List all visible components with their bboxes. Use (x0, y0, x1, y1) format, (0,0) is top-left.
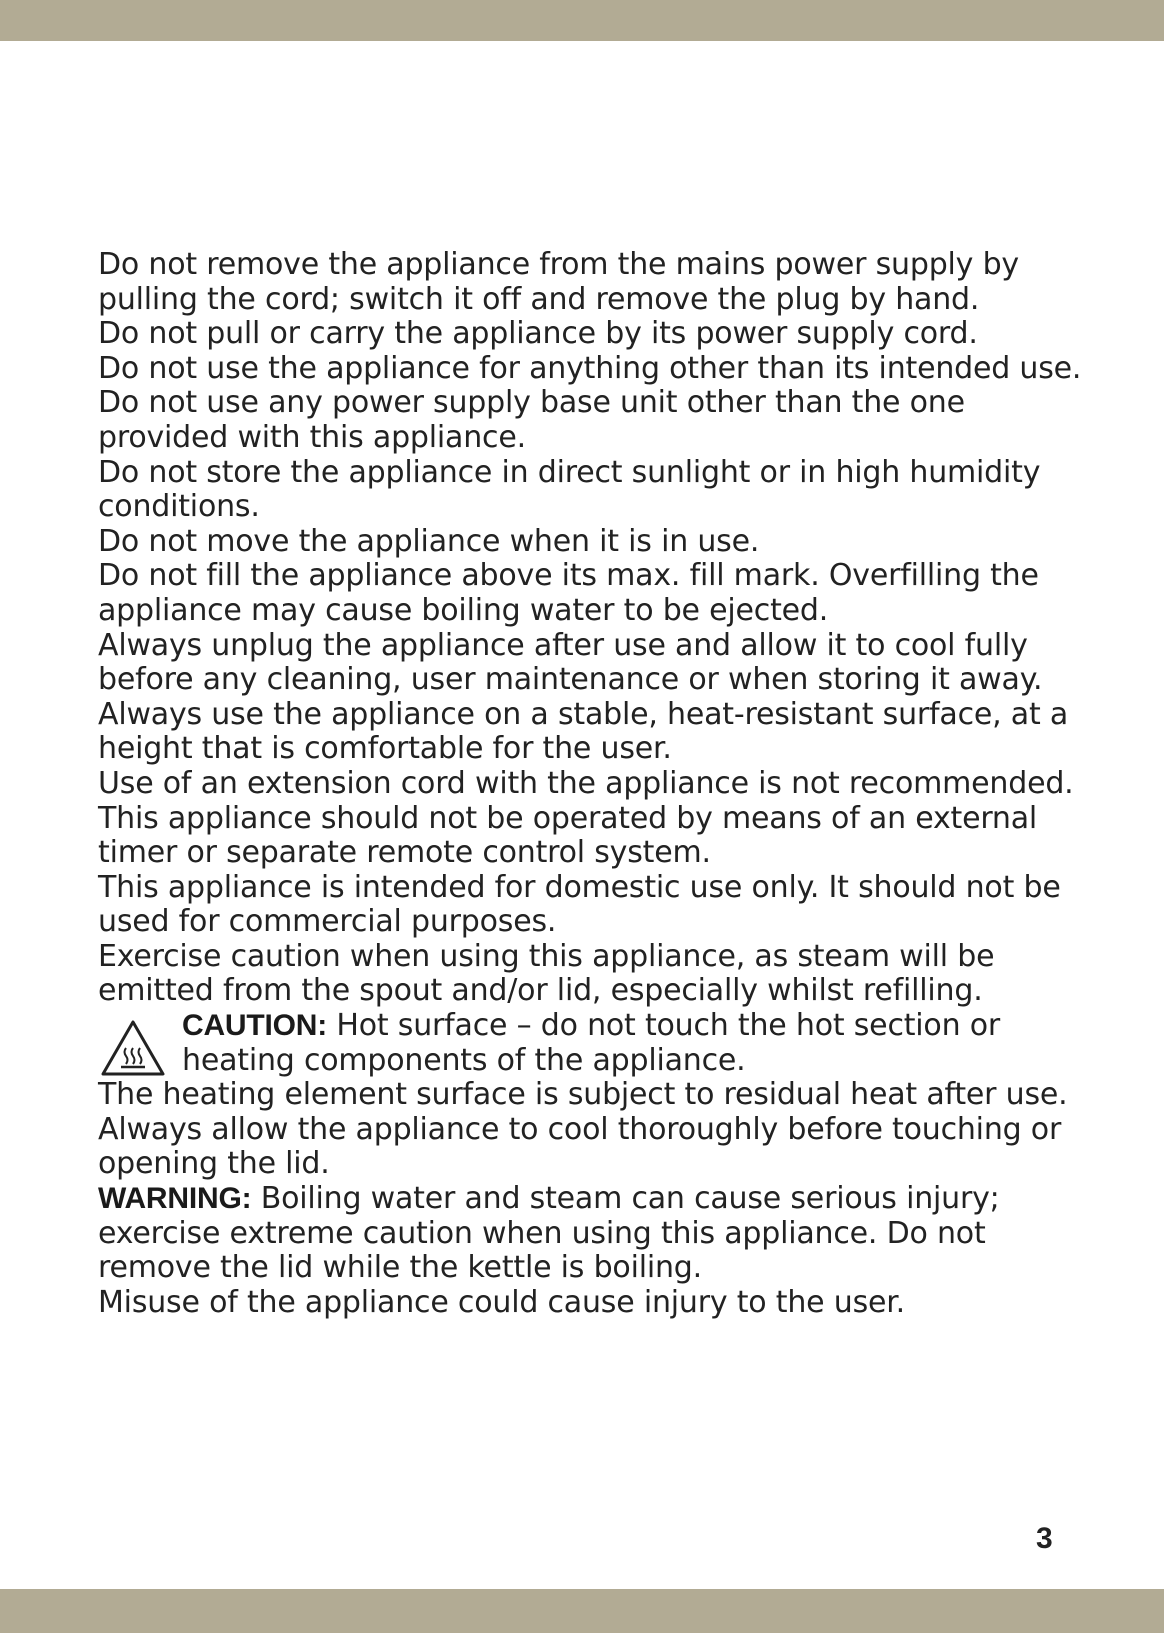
page-number: 3 (1036, 1522, 1053, 1555)
hot-surface-warning-icon (100, 1019, 166, 1077)
instruction-paragraph: Do not pull or carry the appliance by its power supply cord. (98, 316, 978, 352)
instruction-paragraph: This appliance should not be operated by means of an external timer or separate remote control system. (98, 800, 1038, 871)
caution-text: Hot surface – do not touch the hot section or heating components of the appliance. (182, 1008, 1001, 1078)
caution-notice (98, 1009, 1098, 1078)
instruction-paragraph: Always allow the appliance to cool thoroughly before touching or opening the lid. (98, 1111, 1062, 1182)
instruction-paragraph: Do not use any power supply base unit other than the one provided with this appliance. (98, 385, 965, 455)
instruction-paragraph: Do not fill the appliance above its max. fill mark. Overfilling the appliance may cause boiling water to be ejected. (98, 558, 1039, 628)
instruction-paragraph: Do not remove the appliance from the mains power supply by pulling the cord; switch it off and remove the plug by hand. (98, 247, 1019, 317)
instruction-paragraph: Do not store the appliance in direct sunlight or in high humidity conditions. (98, 454, 1041, 525)
instruction-paragraph: Exercise caution when using this appliance, as steam will be emitted from the spout and/or lid, especially whilst refilling. (98, 938, 995, 1009)
instruction-paragraph: Always use the appliance on a stable, heat-resistant surface, at a height that is comfortable for the user. (98, 696, 1069, 767)
footer-band (0, 1589, 1164, 1633)
instruction-paragraph: This appliance is intended for domestic use only. It should not be used for commercial purposes. (98, 869, 1061, 940)
warning-notice (98, 1182, 1098, 1286)
instruction-paragraph: Do not use the appliance for anything other than its intended use. (98, 350, 1082, 386)
instruction-paragraph: Use of an extension cord with the appliance is not recommended. (98, 765, 1074, 801)
instruction-paragraph: The heating element surface is subject to residual heat after use. (98, 1077, 1068, 1113)
instruction-paragraph: Do not move the appliance when it is in use. (98, 523, 760, 559)
warning-label: WARNING: (98, 1182, 252, 1216)
caution-label: CAUTION: (182, 1009, 328, 1043)
safety-instructions (98, 248, 1098, 1320)
header-band (0, 0, 1164, 41)
instruction-paragraph: Misuse of the appliance could cause injury to the user. (98, 1284, 905, 1320)
instruction-paragraph: Always unplug the appliance after use and allow it to cool fully before any cleaning, user maintenance or when storing it away. (98, 627, 1043, 698)
warning-text: Boiling water and steam can cause serious injury; exercise extreme caution when using this appliance. Do not remove the lid while the kettle is boiling. (98, 1181, 1000, 1286)
